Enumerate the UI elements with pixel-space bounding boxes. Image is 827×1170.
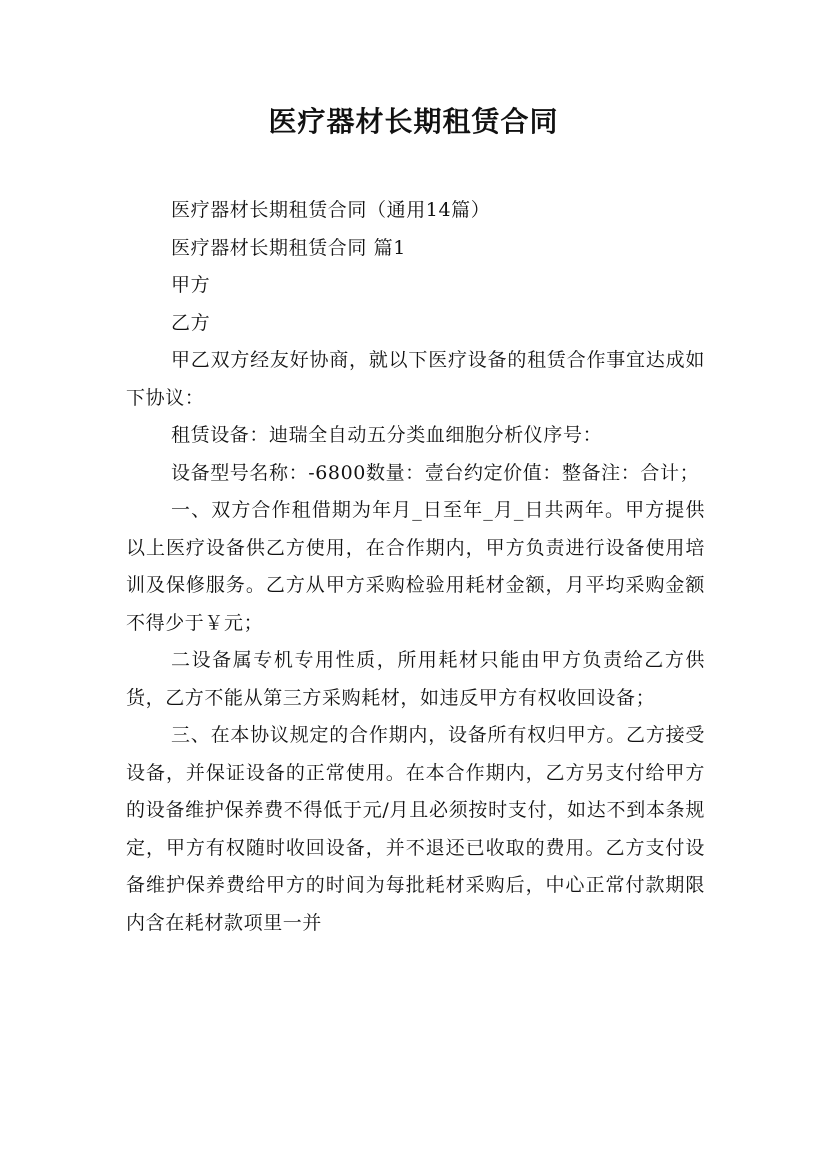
paragraph-clause-3: 三、在本协议规定的合作期内，设备所有权归甲方。乙方接受设备，并保证设备的正常使用。在本合作期内，乙方另支付给甲方的设备维护保养费不得低于元/月且必须按时支付，如达不到本条规定，甲方有权随时收回设备，并不退还已收取的费用。乙方支付设备维护保养费给甲方的时间为每批耗材采购后，中心正常付款期限内含在耗材款项里一并 — [126, 724, 705, 934]
document-title: 医疗器材长期租赁合同 — [268, 105, 559, 138]
paragraph-equipment-model: 设备型号名称：-6800数量：壹台约定价值：整备注：合计； — [171, 461, 700, 484]
paragraph-leased-equipment: 租赁设备：迪瑞全自动五分类血细胞分析仪序号： — [171, 424, 603, 446]
paragraph-party-b: 乙方 — [171, 311, 211, 334]
document-body — [126, 192, 705, 942]
paragraph-section-heading: 医疗器材长期租赁合同 篇1 — [171, 236, 406, 259]
paragraph-clause-2: 二设备属专机专用性质，所用耗材只能由甲方负责给乙方供货，乙方不能从第三方采购耗材，如违反甲方有权收回设备； — [126, 649, 705, 709]
paragraph-clause-1: 一、双方合作租借期为年月_日至年_月_日共两年。甲方提供以上医疗设备供乙方使用，在合作期内，甲方负责进行设备使用培训及保修服务。乙方从甲方采购检验用耗材金额，月平均采购金额不得少于￥元； — [126, 499, 705, 634]
paragraph-agreement-intro: 甲乙双方经友好协商，就以下医疗设备的租赁合作事宜达成如下协议： — [126, 349, 705, 409]
paragraph-subtitle: 医疗器材长期租赁合同（通用14篇） — [171, 199, 491, 221]
paragraph-party-a: 甲方 — [171, 274, 211, 296]
